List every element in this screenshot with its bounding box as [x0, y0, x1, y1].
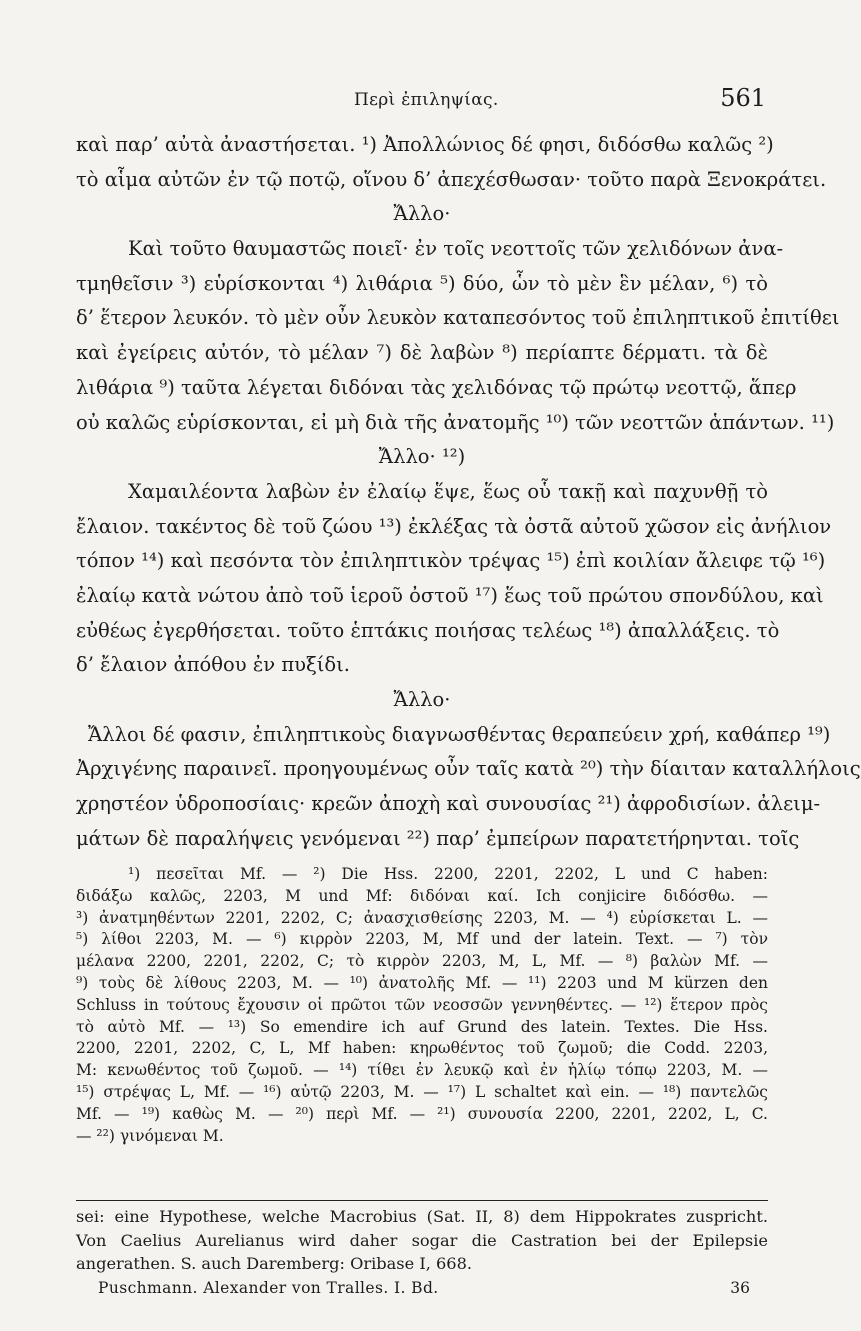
- footnote-line: διδάξω καλῶς, 2203, M und Mf: διδόναι καί. Ich conjicire διδόσθω. —: [76, 886, 768, 905]
- text-line: λιθάρια ⁹) ταῦτα λέγεται διδόναι τὰς χελιδόνας τῷ πρώτῳ νεοττῷ, ἅπερ: [76, 375, 797, 399]
- text-line: τὸ αἷμα αὐτῶν ἐν τῷ ποτῷ, οἵνου δ’ ἀπεχέσθωσαν· τοῦτο παρὰ Ξενοκράτει.: [76, 167, 827, 191]
- footnote-line: ¹⁵) στρέψας L, Mf. — ¹⁶) αὐτῷ 2203, M. — ¹⁷) L schaltet καὶ ein. — ¹⁸) παντελῶς: [76, 1082, 768, 1101]
- text-line: ἔλαιον. τακέντος δὲ τοῦ ζώου ¹³) ἐκλέξας τὰ ὀστᾶ αὐτοῦ χῶσον εἰς ἀνήλιον: [76, 514, 832, 538]
- footnotes: [76, 864, 768, 1147]
- footnote-line: ¹) πεσεῖται Mf. — ²) Die Hss. 2200, 2201, 2202, L und C haben:: [128, 865, 768, 883]
- commentary-text: [76, 1205, 768, 1276]
- footnote-line: τὸ αὐτὸ Mf. — ¹³) So emendire ich auf Grund des latein. Textes. Die Hss.: [76, 1017, 768, 1036]
- text-line: καὶ ἐγείρεις αὐτόν, τὸ μέλαν ⁷) δὲ λαβὼν ⁸) περίαπτε δέρματι. τὰ δὲ: [76, 341, 768, 365]
- text-line: Ἀρχιγένης παραινεῖ. προηγουμένως οὖν ταῖς κατὰ ²⁰) τὴν δίαιταν καταλλήλοις: [76, 757, 861, 781]
- commentary-line: angerathen. S. auch Daremberg: Oribase I, 668.: [76, 1254, 473, 1273]
- text-line: Ἄλλο· ¹²): [378, 445, 466, 469]
- book-page: [76, 0, 861, 1331]
- text-line: ἐλαίῳ κατὰ νώτου ἀπὸ τοῦ ἱεροῦ ὀστοῦ ¹⁷) ἕως τοῦ πρώτου σπονδύλου, καὶ: [76, 583, 824, 607]
- footnote-line: — ²²) γινόμεναι M.: [76, 1126, 224, 1145]
- footnote-line: Schluss in τούτους ἔχουσιν οἱ πρῶτοι τῶν νεοσσῶν γεννηθέντες. — ¹²) ἕτερον πρὸς: [76, 995, 768, 1014]
- running-title: Περὶ ἐπιληψίας.: [354, 90, 499, 110]
- commentary-line: sei: eine Hypothese, welche Macrobius (Sat. II, 8) dem Hippokrates zuspricht.: [76, 1207, 768, 1226]
- text-line: Ἄλλοι δέ φασιν, ἐπιληπτικοὺς διαγνωσθέντας θεραπεύειν χρή, καθάπερ ¹⁹): [88, 722, 831, 746]
- text-line: Ἄλλο·: [393, 202, 451, 226]
- page-header: [76, 84, 768, 124]
- footnote-line: M: κενωθέντος τοῦ ζωμοῦ. — ¹⁴) τίθει ἐν λευκῷ καὶ ἐν ἡλίῳ τόπῳ 2203, M. —: [76, 1061, 768, 1080]
- text-line: εὐθέως ἐγερθήσεται. τοῦτο ἑπτάκις ποιήσας τελέως ¹⁸) ἀπαλλάξεις. τὸ: [76, 618, 780, 642]
- text-line: οὐ καλῶς εὑρίσκονται, εἰ μὴ διὰ τῆς ἀνατομῆς ¹⁰) τῶν νεοττῶν ἁπάντων. ¹¹): [76, 410, 835, 434]
- separator-rule: [76, 1200, 768, 1201]
- text-line: καὶ παρ’ αὐτὰ ἀναστήσεται. ¹) Ἀπολλώνιος δέ φησι, διδόσθω καλῶς ²): [76, 133, 774, 156]
- text-line: δ’ ἕτερον λευκόν. τὸ μὲν οὖν λευκὸν καταπεσόντος τοῦ ἐπιληπτικοῦ ἐπιτίθει: [76, 306, 840, 330]
- main-text: [76, 128, 861, 856]
- footnote-line: ³) ἀνατμηθέντων 2201, 2202, C; ἀνασχισθείσης 2203, M. — ⁴) εὑρίσκεται L. —: [76, 908, 768, 927]
- footnote-line: Mf. — ¹⁹) καθὼς M. — ²⁰) περὶ Mf. — ²¹) συνουσία 2200, 2201, 2202, L, C.: [76, 1104, 768, 1123]
- text-line: τόπον ¹⁴) καὶ πεσόντα τὸν ἐπιληπτικὸν τρέψας ¹⁵) ἐπὶ κοιλίαν ἄλειφε τῷ ¹⁶): [76, 549, 826, 573]
- commentary-line: Von Caelius Aurelianus wird daher sogar die Castration bei der Epilepsie: [76, 1230, 768, 1250]
- page-footer: [98, 1279, 758, 1303]
- signature-number: 36: [730, 1279, 750, 1297]
- signature-line: Puschmann. Alexander von Tralles. I. Bd.: [98, 1279, 439, 1297]
- footnote-line: 2200, 2201, 2202, C, L, Mf haben: κηρωθέντος τοῦ ζωμοῦ; die Codd. 2203,: [76, 1039, 768, 1058]
- text-line: Ἄλλο·: [393, 688, 451, 711]
- text-line: Χαμαιλέοντα λαβὼν ἐν ἐλαίῳ ἕψε, ἕως οὗ τακῇ καὶ παχυνθῇ τὸ: [128, 479, 768, 503]
- page-number: 561: [720, 84, 766, 112]
- footnote-line: ⁹) τοὺς δὲ λίθους 2203, M. — ¹⁰) ἀνατολῆς Mf. — ¹¹) 2203 und M kürzen den: [76, 973, 768, 992]
- footnote-line: ⁵) λίθοι 2203, M. — ⁶) κιρρὸν 2203, M, Mf und der latein. Text. — ⁷) τὸν: [76, 930, 768, 949]
- text-line: τμηθεῖσιν ³) εὑρίσκονται ⁴) λιθάρια ⁵) δύο, ὧν τὸ μὲν ἓν μέλαν, ⁶) τὸ: [76, 271, 768, 295]
- text-line: μάτων δὲ παραλήψεις γενόμεναι ²²) παρ’ ἐμπείρων παρατετήρηνται. τοῖς: [76, 826, 800, 850]
- text-line: Καὶ τοῦτο θαυμαστῶς ποιεῖ· ἐν τοῖς νεοττοῖς τῶν χελιδόνων ἀνα-: [128, 237, 784, 261]
- text-line: χρηστέον ὑδροποσίαις· κρεῶν ἀποχὴ καὶ συνουσίας ²¹) ἀφροδισίων. ἀλειμ-: [76, 792, 821, 816]
- text-line: δ’ ἔλαιον ἀπόθου ἐν πυξίδι.: [76, 653, 350, 677]
- footnote-line: μέλανα 2200, 2201, 2202, C; τὸ κιρρὸν 2203, M, L, Mf. — ⁸) βαλὼν Mf. —: [76, 952, 768, 971]
